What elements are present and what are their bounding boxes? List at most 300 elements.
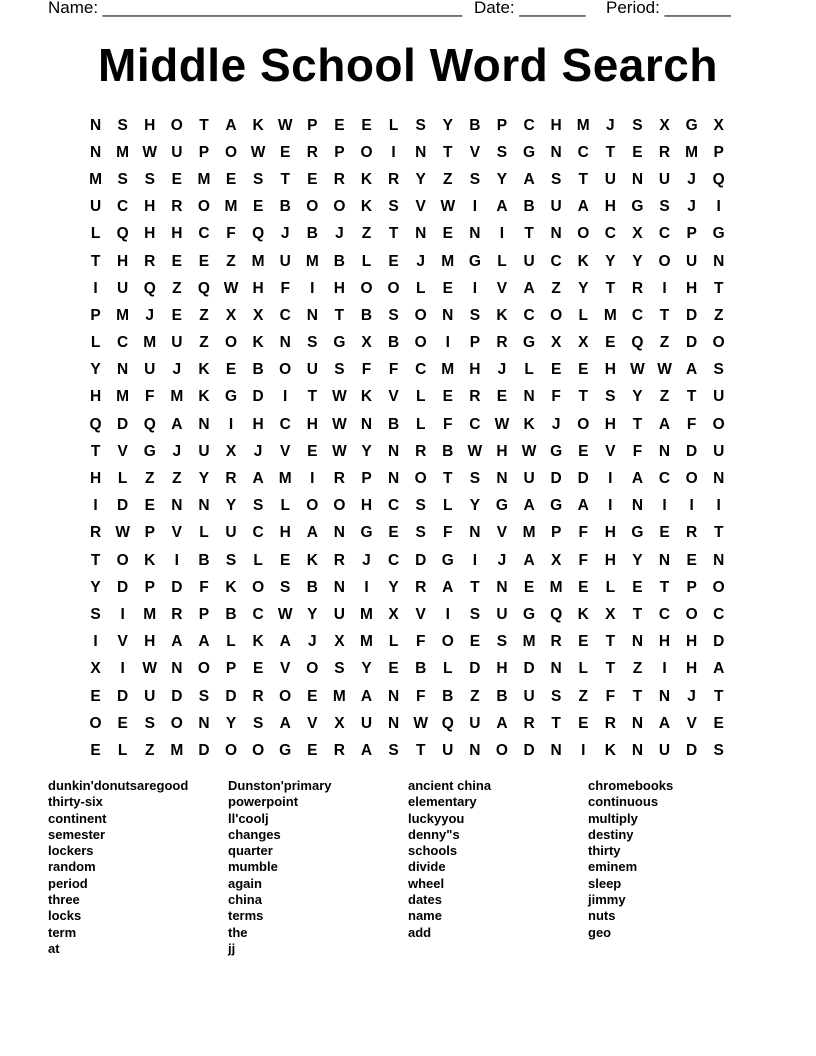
- grid-cell[interactable]: V: [280, 442, 291, 460]
- grid-cell[interactable]: A: [198, 633, 210, 651]
- grid-cell[interactable]: D: [686, 442, 698, 460]
- grid-cell[interactable]: R: [333, 170, 345, 188]
- grid-cell[interactable]: Q: [550, 605, 563, 623]
- grid-cell[interactable]: M: [170, 388, 184, 406]
- grid-cell[interactable]: M: [278, 470, 292, 488]
- grid-cell[interactable]: N: [713, 252, 725, 270]
- grid-cell[interactable]: S: [117, 170, 128, 188]
- grid-cell[interactable]: O: [170, 116, 183, 134]
- grid-cell[interactable]: C: [631, 306, 644, 324]
- grid-cell[interactable]: T: [90, 252, 101, 270]
- grid-cell[interactable]: H: [333, 279, 345, 297]
- grid-cell[interactable]: E: [632, 143, 643, 161]
- grid-cell[interactable]: T: [686, 388, 697, 406]
- grid-cell[interactable]: S: [496, 633, 508, 651]
- grid-cell[interactable]: K: [360, 170, 373, 188]
- grid-cell[interactable]: B: [387, 415, 400, 433]
- grid-cell[interactable]: E: [144, 497, 155, 515]
- grid-cell[interactable]: H: [604, 361, 616, 379]
- grid-cell[interactable]: U: [171, 334, 183, 352]
- grid-cell[interactable]: X: [252, 306, 264, 324]
- grid-cell[interactable]: L: [415, 279, 426, 297]
- grid-cell[interactable]: F: [578, 551, 588, 569]
- grid-cell[interactable]: O: [224, 334, 238, 352]
- grid-cell[interactable]: F: [632, 442, 643, 460]
- grid-cell[interactable]: T: [199, 116, 209, 134]
- grid-cell[interactable]: H: [604, 415, 616, 433]
- grid-cell[interactable]: Y: [496, 170, 508, 188]
- grid-cell[interactable]: P: [550, 524, 562, 542]
- grid-cell[interactable]: L: [524, 361, 534, 379]
- grid-cell[interactable]: S: [469, 306, 481, 324]
- grid-cell[interactable]: U: [523, 252, 535, 270]
- grid-cell[interactable]: E: [117, 714, 128, 732]
- grid-cell[interactable]: Q: [197, 279, 210, 297]
- grid-cell[interactable]: L: [117, 741, 128, 759]
- grid-cell[interactable]: U: [225, 524, 237, 542]
- grid-cell[interactable]: S: [659, 198, 670, 216]
- grid-cell[interactable]: H: [252, 415, 264, 433]
- grid-cell[interactable]: C: [387, 497, 400, 515]
- grid-cell[interactable]: O: [252, 578, 265, 596]
- grid-cell[interactable]: Q: [631, 334, 644, 352]
- grid-cell[interactable]: A: [171, 415, 183, 433]
- period-field[interactable]: Period: _______: [606, 0, 731, 17]
- grid-cell[interactable]: U: [306, 361, 318, 379]
- grid-cell[interactable]: D: [577, 470, 589, 488]
- grid-cell[interactable]: T: [551, 714, 561, 732]
- grid-cell[interactable]: Y: [605, 252, 616, 270]
- grid-cell[interactable]: I: [689, 497, 694, 515]
- grid-cell[interactable]: F: [443, 524, 453, 542]
- grid-cell[interactable]: U: [144, 361, 156, 379]
- grid-cell[interactable]: O: [577, 415, 590, 433]
- grid-cell[interactable]: M: [603, 306, 617, 324]
- grid-cell[interactable]: E: [171, 306, 182, 324]
- grid-cell[interactable]: H: [604, 198, 616, 216]
- grid-cell[interactable]: P: [713, 143, 724, 161]
- grid-cell[interactable]: W: [250, 143, 266, 161]
- grid-cell[interactable]: S: [280, 578, 291, 596]
- grid-cell[interactable]: S: [144, 714, 155, 732]
- grid-cell[interactable]: G: [631, 524, 644, 542]
- grid-cell[interactable]: L: [90, 334, 101, 352]
- grid-cell[interactable]: T: [632, 415, 643, 433]
- grid-cell[interactable]: T: [713, 279, 724, 297]
- grid-cell[interactable]: A: [171, 633, 183, 651]
- grid-cell[interactable]: M: [332, 687, 346, 705]
- grid-cell[interactable]: C: [523, 306, 535, 324]
- grid-cell[interactable]: Y: [415, 170, 426, 188]
- grid-cell[interactable]: N: [279, 334, 291, 352]
- grid-cell[interactable]: B: [469, 116, 481, 134]
- grid-cell[interactable]: B: [415, 660, 427, 678]
- grid-cell[interactable]: G: [143, 442, 156, 460]
- grid-cell[interactable]: S: [388, 306, 399, 324]
- grid-cell[interactable]: I: [174, 551, 179, 569]
- grid-cell[interactable]: Q: [116, 225, 129, 243]
- grid-cell[interactable]: R: [333, 551, 345, 569]
- grid-cell[interactable]: Y: [632, 388, 643, 406]
- grid-cell[interactable]: I: [120, 660, 125, 678]
- grid-cell[interactable]: N: [333, 524, 345, 542]
- grid-cell[interactable]: T: [280, 170, 290, 188]
- grid-cell[interactable]: P: [144, 524, 155, 542]
- grid-cell[interactable]: P: [361, 470, 372, 488]
- grid-cell[interactable]: S: [307, 334, 318, 352]
- grid-cell[interactable]: S: [334, 660, 345, 678]
- grid-cell[interactable]: D: [686, 306, 698, 324]
- grid-cell[interactable]: S: [252, 714, 264, 732]
- grid-cell[interactable]: S: [252, 497, 264, 515]
- grid-cell[interactable]: J: [497, 361, 507, 379]
- grid-cell[interactable]: X: [361, 334, 372, 352]
- grid-cell[interactable]: N: [469, 225, 481, 243]
- grid-cell[interactable]: V: [117, 442, 128, 460]
- grid-cell[interactable]: O: [712, 334, 725, 352]
- grid-cell[interactable]: N: [171, 660, 183, 678]
- grid-cell[interactable]: E: [307, 442, 318, 460]
- grid-cell[interactable]: X: [550, 551, 562, 569]
- grid-cell[interactable]: T: [632, 687, 643, 705]
- grid-cell[interactable]: M: [360, 633, 373, 651]
- grid-cell[interactable]: Z: [172, 279, 182, 297]
- grid-cell[interactable]: T: [632, 605, 643, 623]
- grid-cell[interactable]: E: [496, 388, 508, 406]
- grid-cell[interactable]: Y: [90, 578, 101, 596]
- grid-cell[interactable]: R: [225, 470, 237, 488]
- grid-cell[interactable]: H: [279, 524, 291, 542]
- grid-cell[interactable]: W: [413, 714, 428, 732]
- grid-cell[interactable]: T: [443, 143, 453, 161]
- grid-cell[interactable]: H: [171, 225, 183, 243]
- grid-cell[interactable]: E: [307, 741, 318, 759]
- grid-cell[interactable]: I: [283, 388, 288, 406]
- grid-cell[interactable]: P: [90, 306, 101, 324]
- grid-cell[interactable]: O: [360, 143, 373, 161]
- grid-cell[interactable]: J: [687, 198, 696, 216]
- grid-cell[interactable]: P: [686, 225, 697, 243]
- grid-cell[interactable]: E: [198, 252, 210, 270]
- grid-cell[interactable]: X: [225, 442, 237, 460]
- grid-cell[interactable]: T: [713, 524, 724, 542]
- grid-cell[interactable]: K: [577, 605, 589, 623]
- grid-cell[interactable]: G: [333, 334, 346, 352]
- grid-cell[interactable]: P: [334, 143, 345, 161]
- grid-cell[interactable]: C: [658, 470, 671, 488]
- grid-cell[interactable]: N: [631, 170, 644, 188]
- grid-cell[interactable]: J: [497, 551, 507, 569]
- grid-cell[interactable]: H: [686, 633, 698, 651]
- grid-cell[interactable]: L: [443, 497, 453, 515]
- grid-cell[interactable]: L: [226, 633, 236, 651]
- grid-cell[interactable]: N: [387, 470, 400, 488]
- grid-cell[interactable]: E: [361, 116, 372, 134]
- grid-cell[interactable]: D: [117, 497, 129, 515]
- grid-cell[interactable]: L: [90, 225, 101, 243]
- grid-cell[interactable]: W: [440, 198, 456, 216]
- grid-cell[interactable]: E: [578, 714, 589, 732]
- grid-cell[interactable]: A: [279, 633, 291, 651]
- grid-cell[interactable]: S: [550, 170, 562, 188]
- grid-cell[interactable]: S: [334, 361, 345, 379]
- grid-cell[interactable]: L: [117, 470, 128, 488]
- grid-cell[interactable]: G: [441, 551, 454, 569]
- grid-cell[interactable]: B: [279, 198, 291, 216]
- grid-cell[interactable]: N: [306, 306, 318, 324]
- grid-cell[interactable]: R: [415, 578, 427, 596]
- grid-cell[interactable]: E: [280, 551, 291, 569]
- grid-cell[interactable]: I: [662, 279, 667, 297]
- grid-cell[interactable]: N: [198, 497, 210, 515]
- grid-cell[interactable]: K: [360, 198, 373, 216]
- grid-cell[interactable]: Z: [470, 687, 480, 705]
- grid-cell[interactable]: C: [117, 198, 129, 216]
- grid-cell[interactable]: Z: [713, 306, 724, 324]
- grid-cell[interactable]: C: [198, 225, 210, 243]
- grid-cell[interactable]: A: [658, 415, 671, 433]
- grid-cell[interactable]: H: [686, 279, 698, 297]
- grid-cell[interactable]: H: [658, 633, 671, 651]
- grid-cell[interactable]: A: [658, 714, 671, 732]
- grid-cell[interactable]: Q: [712, 170, 725, 188]
- grid-cell[interactable]: E: [659, 524, 670, 542]
- grid-cell[interactable]: Z: [659, 334, 670, 352]
- grid-cell[interactable]: R: [658, 143, 671, 161]
- grid-cell[interactable]: H: [604, 524, 616, 542]
- grid-cell[interactable]: C: [387, 551, 400, 569]
- grid-cell[interactable]: N: [360, 415, 373, 433]
- grid-cell[interactable]: C: [658, 605, 671, 623]
- grid-cell[interactable]: Y: [578, 279, 589, 297]
- grid-cell[interactable]: I: [120, 605, 125, 623]
- grid-cell[interactable]: Y: [632, 252, 643, 270]
- grid-cell[interactable]: D: [523, 741, 535, 759]
- grid-cell[interactable]: D: [198, 741, 210, 759]
- grid-cell[interactable]: U: [713, 442, 725, 460]
- grid-cell[interactable]: U: [496, 605, 508, 623]
- grid-cell[interactable]: Y: [361, 442, 372, 460]
- grid-cell[interactable]: T: [713, 687, 724, 705]
- grid-cell[interactable]: O: [360, 279, 373, 297]
- grid-cell[interactable]: L: [578, 660, 588, 678]
- grid-cell[interactable]: E: [252, 198, 264, 216]
- grid-cell[interactable]: J: [172, 361, 182, 379]
- grid-cell[interactable]: I: [310, 279, 315, 297]
- grid-cell[interactable]: O: [279, 687, 292, 705]
- grid-cell[interactable]: O: [441, 633, 454, 651]
- grid-cell[interactable]: N: [713, 551, 725, 569]
- grid-cell[interactable]: X: [659, 116, 670, 134]
- grid-cell[interactable]: Z: [361, 225, 372, 243]
- grid-cell[interactable]: Y: [388, 578, 399, 596]
- grid-cell[interactable]: L: [388, 116, 399, 134]
- grid-cell[interactable]: Z: [172, 470, 182, 488]
- grid-cell[interactable]: A: [279, 714, 291, 732]
- grid-cell[interactable]: R: [686, 524, 698, 542]
- grid-cell[interactable]: A: [252, 470, 264, 488]
- grid-cell[interactable]: N: [658, 551, 671, 569]
- grid-cell[interactable]: T: [90, 442, 101, 460]
- grid-cell[interactable]: J: [362, 551, 371, 569]
- grid-cell[interactable]: U: [658, 741, 671, 759]
- grid-cell[interactable]: B: [523, 198, 535, 216]
- grid-cell[interactable]: E: [388, 252, 399, 270]
- grid-cell[interactable]: N: [415, 143, 427, 161]
- grid-cell[interactable]: Y: [632, 551, 643, 569]
- grid-cell[interactable]: E: [578, 361, 589, 379]
- grid-cell[interactable]: X: [605, 605, 616, 623]
- grid-cell[interactable]: F: [361, 361, 372, 379]
- grid-cell[interactable]: V: [469, 143, 481, 161]
- grid-cell[interactable]: S: [550, 687, 562, 705]
- grid-cell[interactable]: P: [198, 143, 210, 161]
- grid-cell[interactable]: D: [252, 388, 264, 406]
- grid-cell[interactable]: U: [523, 470, 535, 488]
- grid-cell[interactable]: I: [445, 605, 450, 623]
- grid-cell[interactable]: T: [443, 470, 453, 488]
- grid-cell[interactable]: U: [713, 388, 725, 406]
- grid-cell[interactable]: Q: [143, 415, 156, 433]
- grid-cell[interactable]: C: [550, 252, 562, 270]
- grid-cell[interactable]: T: [659, 578, 670, 596]
- grid-cell[interactable]: M: [549, 578, 563, 596]
- grid-cell[interactable]: A: [523, 279, 535, 297]
- grid-cell[interactable]: H: [686, 660, 698, 678]
- grid-cell[interactable]: M: [116, 143, 130, 161]
- grid-cell[interactable]: A: [306, 524, 318, 542]
- grid-cell[interactable]: D: [713, 633, 725, 651]
- grid-cell[interactable]: Q: [143, 279, 156, 297]
- grid-cell[interactable]: Y: [225, 497, 237, 515]
- grid-cell[interactable]: U: [279, 252, 291, 270]
- grid-cell[interactable]: S: [388, 198, 399, 216]
- grid-cell[interactable]: X: [632, 225, 643, 243]
- grid-cell[interactable]: Z: [199, 306, 209, 324]
- grid-cell[interactable]: G: [631, 198, 644, 216]
- grid-cell[interactable]: T: [578, 170, 588, 188]
- grid-cell[interactable]: F: [199, 578, 209, 596]
- grid-cell[interactable]: F: [388, 361, 399, 379]
- grid-cell[interactable]: V: [307, 714, 318, 732]
- grid-cell[interactable]: A: [577, 497, 589, 515]
- grid-cell[interactable]: I: [716, 497, 721, 515]
- grid-cell[interactable]: S: [469, 470, 481, 488]
- grid-cell[interactable]: W: [467, 442, 483, 460]
- grid-cell[interactable]: D: [117, 687, 129, 705]
- grid-cell[interactable]: W: [657, 361, 672, 379]
- grid-cell[interactable]: N: [198, 415, 210, 433]
- grid-cell[interactable]: U: [117, 279, 129, 297]
- grid-cell[interactable]: U: [442, 741, 454, 759]
- grid-cell[interactable]: N: [442, 306, 454, 324]
- grid-cell[interactable]: T: [415, 741, 426, 759]
- grid-cell[interactable]: S: [117, 116, 128, 134]
- grid-cell[interactable]: S: [415, 116, 426, 134]
- grid-cell[interactable]: E: [713, 714, 724, 732]
- grid-cell[interactable]: H: [144, 198, 156, 216]
- grid-cell[interactable]: U: [550, 198, 562, 216]
- grid-cell[interactable]: B: [387, 334, 400, 352]
- grid-cell[interactable]: A: [713, 660, 725, 678]
- grid-cell[interactable]: P: [686, 578, 697, 596]
- grid-cell[interactable]: W: [277, 605, 293, 623]
- grid-cell[interactable]: K: [252, 116, 264, 134]
- grid-cell[interactable]: X: [334, 633, 345, 651]
- grid-cell[interactable]: T: [388, 225, 399, 243]
- grid-cell[interactable]: H: [117, 252, 129, 270]
- grid-cell[interactable]: U: [198, 442, 210, 460]
- grid-cell[interactable]: S: [198, 687, 210, 705]
- grid-cell[interactable]: A: [360, 687, 373, 705]
- grid-cell[interactable]: D: [225, 687, 237, 705]
- grid-cell[interactable]: O: [333, 198, 346, 216]
- grid-cell[interactable]: V: [686, 714, 697, 732]
- grid-cell[interactable]: M: [576, 116, 590, 134]
- grid-cell[interactable]: D: [550, 470, 562, 488]
- grid-cell[interactable]: A: [225, 116, 237, 134]
- grid-cell[interactable]: R: [387, 170, 400, 188]
- grid-cell[interactable]: O: [712, 415, 725, 433]
- grid-cell[interactable]: N: [631, 633, 644, 651]
- grid-cell[interactable]: C: [658, 225, 671, 243]
- grid-cell[interactable]: U: [360, 714, 373, 732]
- grid-cell[interactable]: F: [226, 225, 236, 243]
- grid-cell[interactable]: J: [687, 687, 696, 705]
- grid-cell[interactable]: H: [306, 415, 318, 433]
- grid-cell[interactable]: V: [117, 633, 128, 651]
- grid-cell[interactable]: F: [443, 415, 453, 433]
- grid-cell[interactable]: V: [605, 442, 616, 460]
- grid-cell[interactable]: G: [224, 388, 238, 406]
- grid-cell[interactable]: K: [252, 633, 264, 651]
- grid-cell[interactable]: L: [388, 633, 399, 651]
- grid-cell[interactable]: T: [605, 660, 616, 678]
- grid-cell[interactable]: N: [631, 714, 644, 732]
- grid-cell[interactable]: L: [415, 388, 426, 406]
- grid-cell[interactable]: O: [577, 225, 590, 243]
- grid-cell[interactable]: E: [388, 660, 399, 678]
- grid-cell[interactable]: G: [523, 605, 536, 623]
- grid-cell[interactable]: R: [171, 198, 183, 216]
- grid-cell[interactable]: H: [550, 116, 562, 134]
- grid-cell[interactable]: I: [716, 198, 721, 216]
- grid-cell[interactable]: E: [225, 361, 237, 379]
- grid-cell[interactable]: K: [604, 741, 616, 759]
- grid-cell[interactable]: E: [280, 143, 291, 161]
- grid-cell[interactable]: S: [713, 741, 724, 759]
- grid-cell[interactable]: B: [225, 605, 237, 623]
- grid-cell[interactable]: O: [414, 470, 427, 488]
- grid-cell[interactable]: D: [469, 660, 481, 678]
- grid-cell[interactable]: N: [713, 470, 725, 488]
- grid-cell[interactable]: Y: [307, 605, 318, 623]
- grid-cell[interactable]: V: [415, 198, 426, 216]
- grid-cell[interactable]: B: [198, 551, 210, 569]
- grid-cell[interactable]: N: [387, 442, 400, 460]
- grid-cell[interactable]: F: [415, 687, 426, 705]
- grid-cell[interactable]: O: [495, 741, 508, 759]
- grid-cell[interactable]: D: [117, 415, 129, 433]
- grid-cell[interactable]: K: [306, 551, 318, 569]
- grid-cell[interactable]: O: [224, 143, 238, 161]
- grid-cell[interactable]: J: [172, 442, 182, 460]
- grid-cell[interactable]: R: [89, 524, 102, 542]
- grid-cell[interactable]: R: [469, 388, 481, 406]
- grid-cell[interactable]: C: [279, 306, 291, 324]
- grid-cell[interactable]: D: [415, 551, 427, 569]
- grid-cell[interactable]: H: [144, 116, 156, 134]
